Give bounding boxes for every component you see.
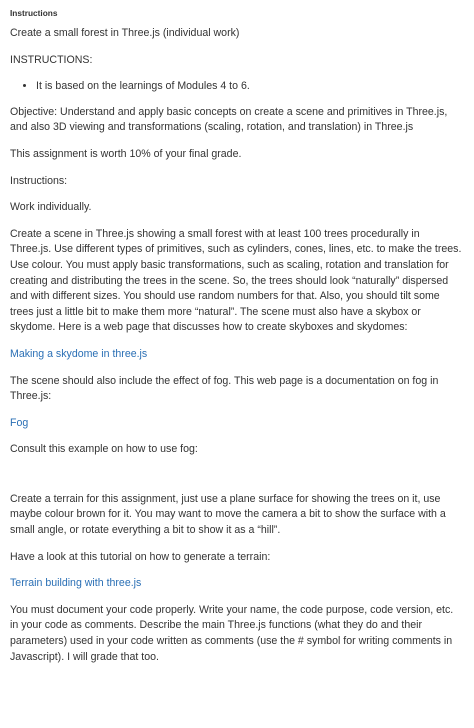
instructions-label: Instructions: xyxy=(10,174,68,187)
scene-paragraph: Create a scene in Three.js showing a small forest with at least 100 trees procedurally in Three.js. Use different types of primitives, such as cylinders, cones, lines, etc. to make the trees. Use colour. You must apply basic transformations, such as scaling, rotation and translation for creating and distributing the trees in the scene. So, the trees should look “naturally” dispersed and with different sizes. You should use random numbers for that. Also, you should tilt some trees just a little bit to make them more “natural”. The scene must also have a skybox or skydome. Here is a web page that discusses how to create skyboxes and skydomes: xyxy=(10,227,462,334)
list-item: • It is based on the learnings of Modules 4 to 6. xyxy=(36,79,462,95)
terrain-link-line xyxy=(10,576,462,592)
embedded-example-space xyxy=(10,469,462,492)
instructions-header: INSTRUCTIONS: xyxy=(10,53,93,66)
assignment-title: Create a small forest in Three.js (individual work) xyxy=(10,27,240,39)
fog-link[interactable]: Fog xyxy=(10,416,29,429)
terrain-link[interactable]: Terrain building with three.js xyxy=(10,577,142,590)
skydome-link-line xyxy=(10,347,462,363)
tutorial-paragraph: Have a look at this tutorial on how to generate a terrain: xyxy=(10,550,271,563)
section-heading: Instructions xyxy=(10,8,58,18)
terrain-paragraph: Create a terrain for this assignment, just use a plane surface for showing the trees on it, use maybe colour brown for it. You may want to move the camera a bit to show the surface with a small angle, or rotate everything a bit to show it as a “hill”. xyxy=(10,492,446,537)
bullet-list xyxy=(10,79,462,95)
individual-work-paragraph: Work individually. xyxy=(10,201,92,214)
grade-weight-paragraph: This assignment is worth 10% of your final grade. xyxy=(10,147,242,160)
documentation-paragraph: You must document your code properly. Write your name, the code purpose, code version, etc. in your code as comments. Describe the main Three.js functions (what they do and their parameters) used in your code written as comments (use the # symbol for writing comments in Javascript). I will grade that too. xyxy=(10,603,454,663)
objective-paragraph: Objective: Understand and apply basic concepts on create a scene and primitives in Three.js, and also 3D viewing and transformations (scaling, rotation, and translation) in Three.js xyxy=(10,105,448,134)
fog-link-line xyxy=(10,416,462,432)
skydome-link[interactable]: Making a skydome in three.js xyxy=(10,347,148,360)
fog-paragraph: The scene should also include the effect of fog. This web page is a documentation on fog in Three.js: xyxy=(10,374,439,403)
consult-paragraph: Consult this example on how to use fog: xyxy=(10,443,198,456)
